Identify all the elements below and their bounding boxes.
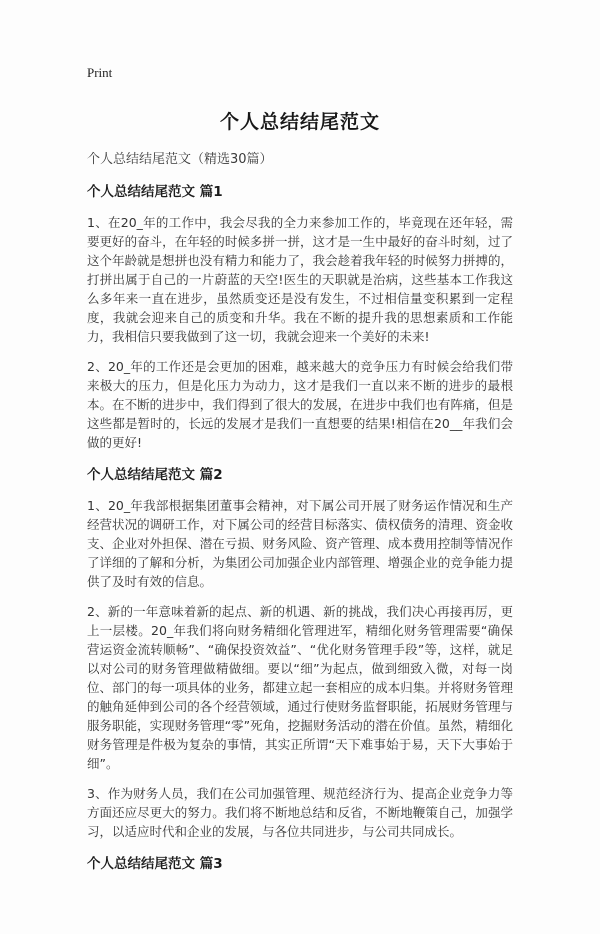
paragraph: 1、20_年我部根据集团董事会精神，对下属公司开展了财务运作情况和生产经营状况的调研工作，对下属公司的经营目标落实、债权债务的清理、资金收支、企业对外担保、潜在亏损、财务风险、资产管理、成本费用控制等情况作了详细的了解和分析，为集团公司加强企业内部管理、增强企业的竞争能力提供了及时有效的信息。 <box>87 498 513 589</box>
section-pian3 <box>87 855 513 874</box>
section-pian1 <box>87 183 513 452</box>
document-content <box>87 62 513 874</box>
doc-subtitle: 个人总结结尾范文（精选30篇） <box>87 152 273 167</box>
page-title: 个人总结结尾范文 <box>219 111 380 133</box>
section-pian2 <box>87 466 513 841</box>
paragraph: 2、20_年的工作还是会更加的困难，越来越大的竞争压力有时候会给我们带来极大的压力，但是化压力为动力，这才是我们一直以来不断的进步的最根本。在不断的进步中，我们得到了很大的发展，在进步中我们也有阵痛，但是这些都是暂时的，长远的发展才是我们一直想要的结果!相信在20__年我们会做的更好! <box>87 359 513 450</box>
section-heading: 个人总结结尾范文 篇3 <box>87 856 223 872</box>
print-link[interactable]: Print <box>87 65 113 80</box>
paragraph: 1、在20_年的工作中，我会尽我的全力来参加工作的，毕竟现在还年轻，需要更好的奋斗，在年轻的时候多拼一拼，这才是一生中最好的奋斗时刻，过了这个年龄就是想拼也没有精力和能力了，我会趁着我年轻的时候努力拼搏的，打拼出属于自己的一片蔚蓝的天空!医生的天职就是治病，这些基本工作我这么多年来一直在进步，虽然质变还是没有发生，不过相信量变积累到一定程度，我就会迎来自己的质变和升华。我在不断的提升我的思想素质和工作能力，我相信只要我做到了这一切，我就会迎来一个美好的未来! <box>87 215 513 344</box>
paragraph: 2、新的一年意味着新的起点、新的机遇、新的挑战，我们决心再接再厉，更上一层楼。20_年我们将向财务精细化管理进军，精细化财务管理需要“确保营运资金流转顺畅”、“确保投资效益”、“优化财务管理手段”等，这样，就足以对公司的财务管理做精做细。要以“细”为起点，做到细致入微，对每一岗位、部门的每一项具体的业务，都建立起一套相应的成本归集。并将财务管理的触角延伸到公司的各个经营领域，通过行使财务监督职能，拓展财务管理与服务职能，实现财务管理“零”死角，挖掘财务活动的潜在价值。虽然，精细化财务管理是件极为复杂的事情，其实正所谓“天下难事始于易，天下大事始于细”。 <box>87 604 513 771</box>
section-heading: 个人总结结尾范文 篇2 <box>87 467 223 483</box>
section-heading: 个人总结结尾范文 篇1 <box>87 184 223 200</box>
paragraph: 3、作为财务人员，我们在公司加强管理、规范经济行为、提高企业竞争力等方面还应尽更大的努力。我们将不断地总结和反省，不断地鞭策自己，加强学习，以适应时代和企业的发展，与各位共同进步，与公司共同成长。 <box>87 786 513 839</box>
